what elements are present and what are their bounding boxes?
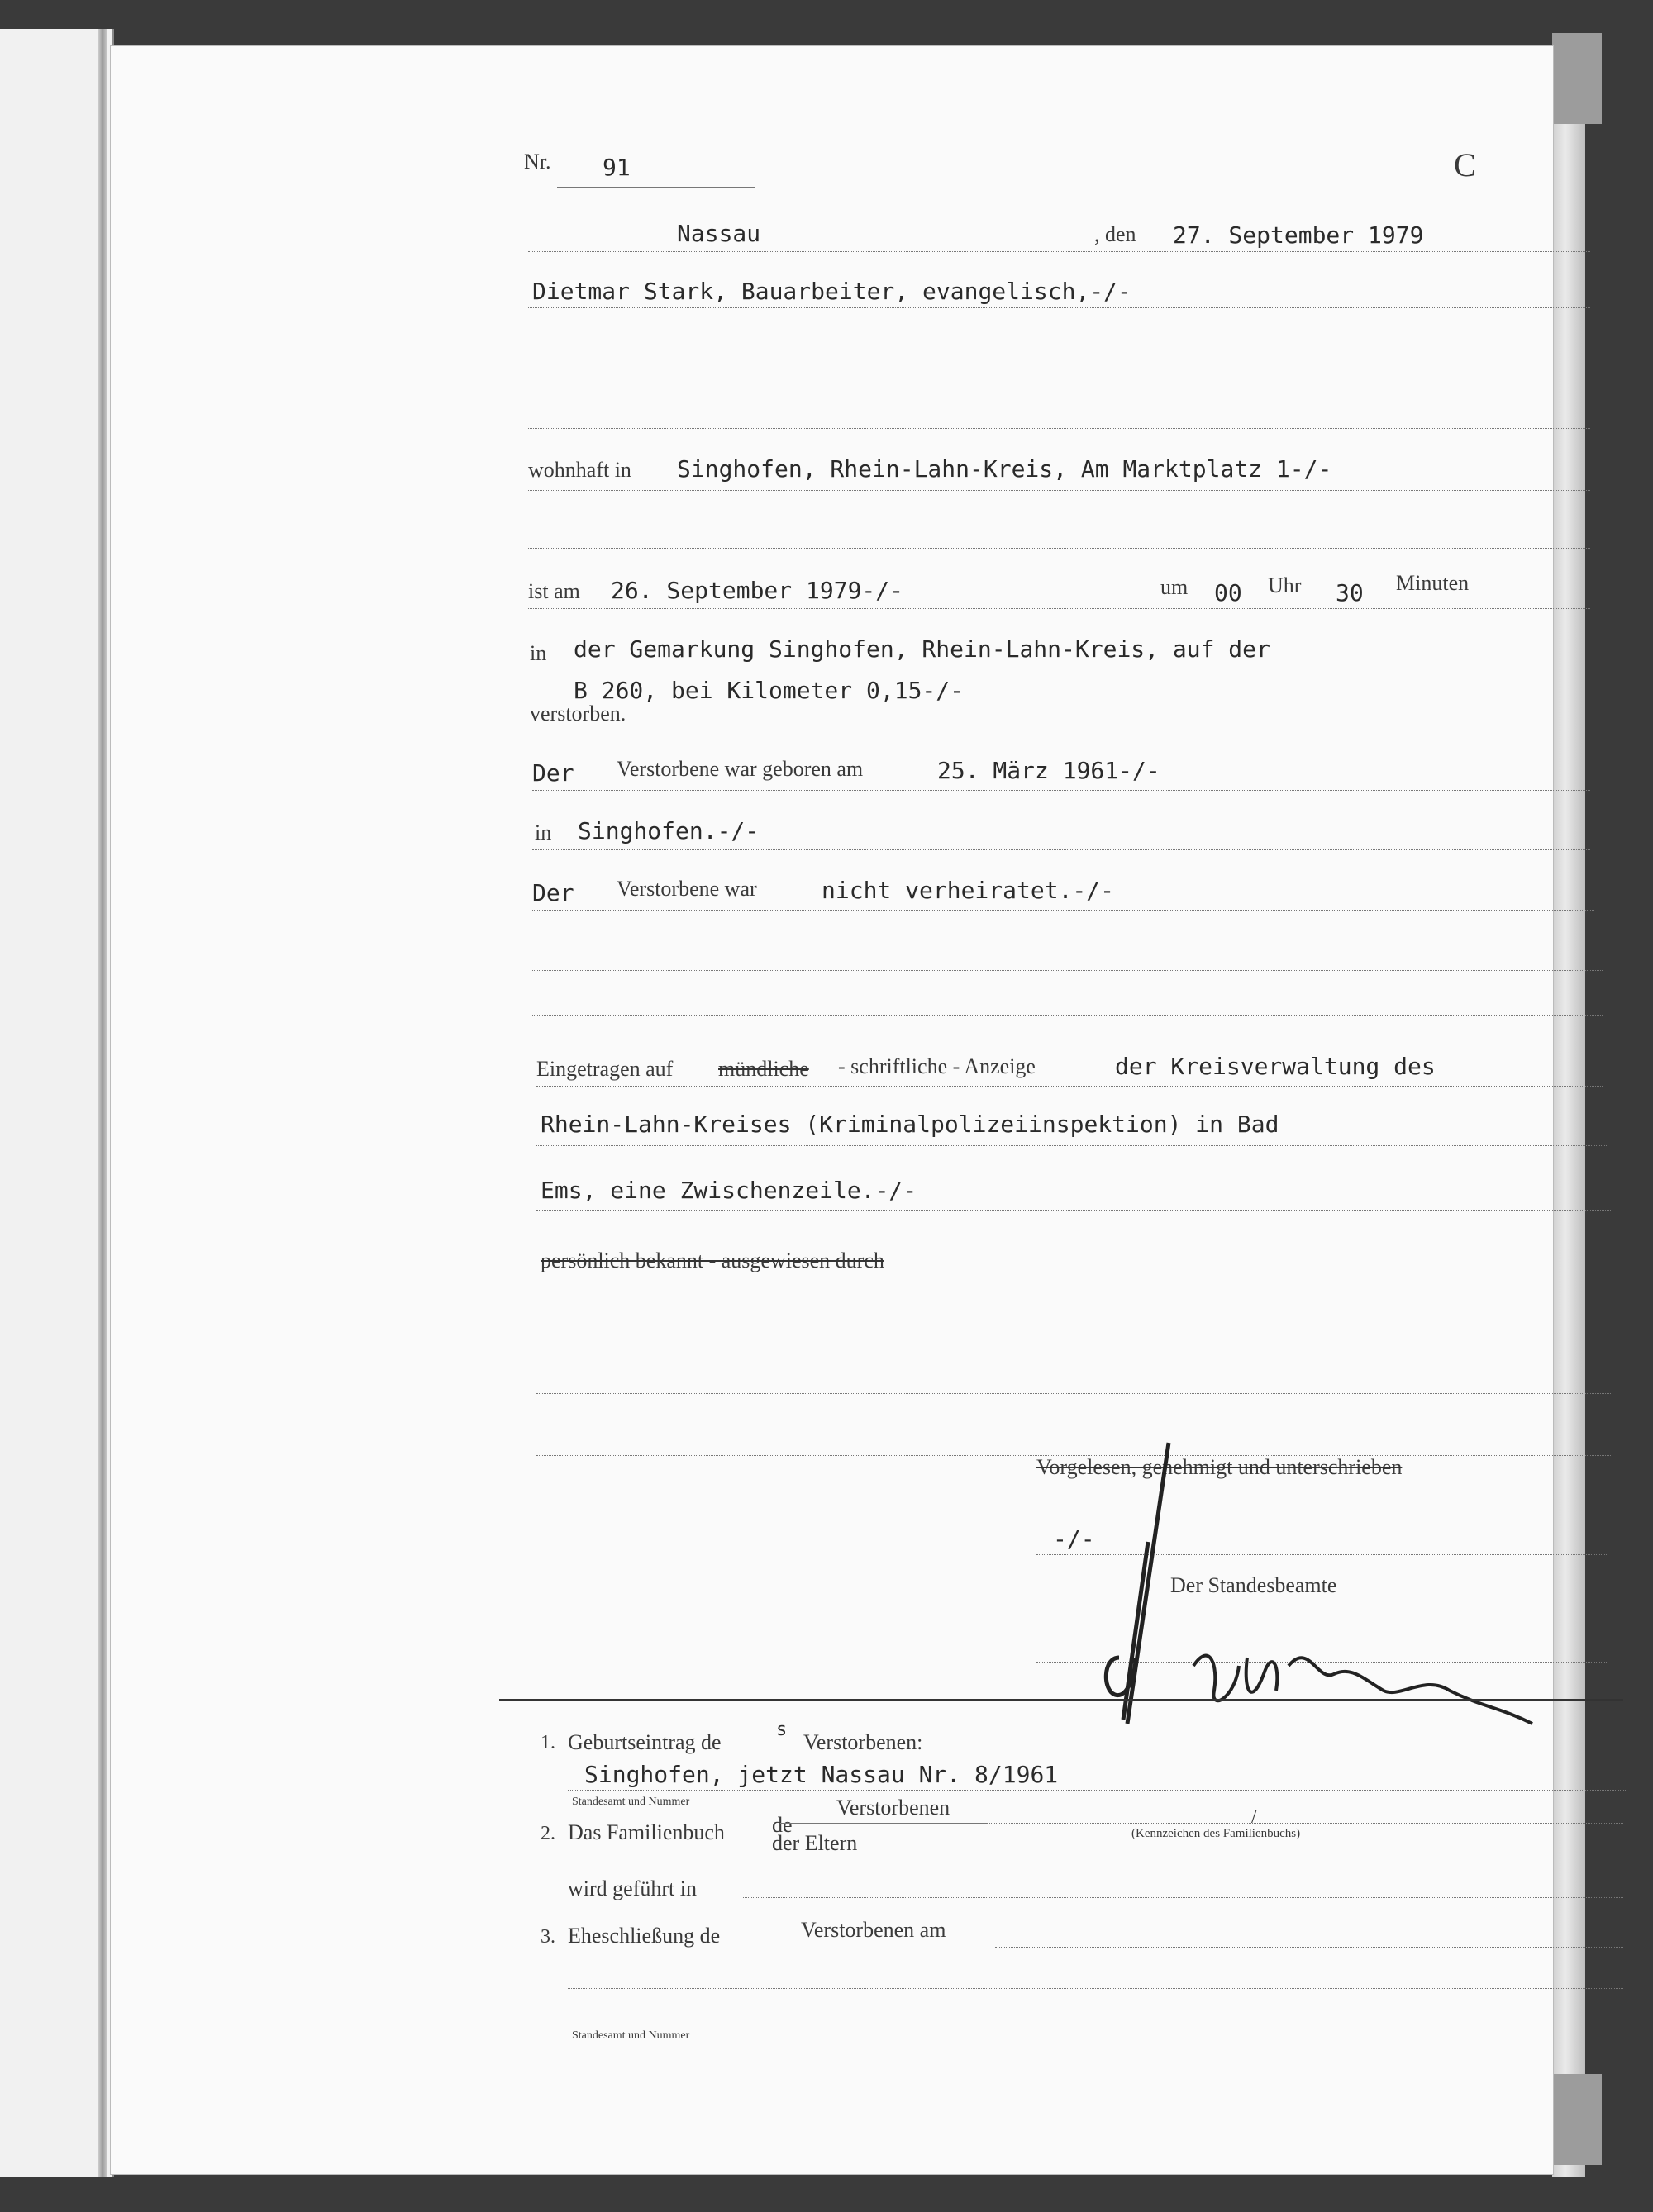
footer-birth-underline	[568, 1790, 1626, 1791]
residence-underline	[528, 490, 1590, 491]
report-line2: Rhein-Lahn-Kreises (Kriminalpolizeiinspektion) in Bad	[541, 1111, 1279, 1138]
report-underline	[536, 1086, 1603, 1087]
footer-item1-suffix: Verstorbenen:	[803, 1730, 923, 1754]
read-approved-label: Vorgelesen, genehmigt und unterschrieben	[1036, 1455, 1403, 1479]
report-prefix: Eingetragen auf	[536, 1057, 674, 1081]
standesamt-label-2: Standesamt und Nummer	[572, 2029, 690, 2042]
report-underline	[536, 1145, 1607, 1146]
um-label: um	[1160, 575, 1189, 599]
footer-item2-label: Das Familienbuch	[568, 1820, 725, 1844]
blank-line	[532, 1015, 1603, 1016]
residence-value: Singhofen, Rhein-Lahn-Kreis, Am Marktplatz 1-/-	[677, 455, 1332, 483]
kennzeichen-label: (Kennzeichen des Familienbuchs)	[1131, 1827, 1301, 1840]
wird-gefuehrt-line	[743, 1897, 1623, 1898]
death-minute: 30	[1336, 579, 1364, 607]
signature-mark: -/-	[1053, 1525, 1095, 1553]
death-date-label: ist am	[528, 579, 580, 603]
marital-der: Der	[532, 879, 574, 906]
footer-item2-verstorbenen: Verstorbenen	[836, 1796, 950, 1820]
report-line1: der Kreisverwaltung des	[1115, 1053, 1436, 1080]
marital-value: nicht verheiratet.-/-	[822, 877, 1115, 904]
footer-item3-label: Eheschließung de	[568, 1924, 721, 1948]
uhr-label: Uhr	[1268, 573, 1302, 597]
identity-struck: persönlich bekannt - ausgewiesen durch	[541, 1249, 884, 1272]
footer-item2-de: de	[772, 1813, 793, 1837]
date-line	[1206, 251, 1590, 252]
birth-place: Singhofen.-/-	[578, 817, 760, 844]
birth-place-underline	[532, 849, 1590, 850]
death-hour: 00	[1214, 579, 1242, 607]
death-underline	[528, 608, 1590, 609]
nr-value: 91	[603, 154, 631, 181]
report-underline	[536, 1210, 1611, 1211]
book-spine	[98, 29, 107, 2177]
footer-item2-line	[987, 1823, 1623, 1824]
record-date: 27. September 1979	[1173, 221, 1424, 249]
verstorben-label: verstorben.	[530, 702, 626, 725]
register-page	[110, 45, 1554, 2175]
footer-item2-divider	[780, 1823, 987, 1824]
person-line: Dietmar Stark, Bauarbeiter, evangelisch,-/-	[532, 278, 1131, 305]
person-underline	[528, 307, 1590, 308]
marital-label: Verstorbene war	[617, 877, 757, 901]
death-place-line1: der Gemarkung Singhofen, Rhein-Lahn-Kreis, auf der	[574, 635, 1270, 663]
death-in-label: in	[530, 641, 547, 665]
nr-label: Nr.	[524, 150, 551, 174]
minuten-label: Minuten	[1396, 571, 1470, 595]
report-line3: Ems, eine Zwischenzeile.-/-	[541, 1177, 917, 1204]
footer-item2-eltern: der Eltern	[772, 1831, 858, 1855]
birth-in-label: in	[535, 821, 552, 844]
footer-item3-number: 3.	[541, 1926, 555, 1948]
footer-birth-entry: Singhofen, jetzt Nassau Nr. 8/1961	[584, 1761, 1059, 1788]
marital-underline	[532, 910, 1594, 911]
footer-item2-slash: /	[1251, 1806, 1257, 1828]
birth-label: Verstorbene war geboren am	[617, 757, 864, 781]
page-stack-edge	[1552, 37, 1585, 2177]
footer-item1-sup: s	[776, 1720, 788, 1740]
blank-line	[532, 970, 1603, 971]
wird-gefuehrt-label: wird geführt in	[568, 1877, 697, 1900]
footer-item1-number: 1.	[541, 1732, 555, 1753]
birth-underline	[532, 790, 1590, 791]
registrar-title: Der Standesbeamte	[1170, 1573, 1337, 1597]
report-suffix: - schriftliche - Anzeige	[838, 1054, 1036, 1078]
death-place-line2: B 260, bei Kilometer 0,15-/-	[574, 677, 965, 704]
footer-item1-label: Geburtseintrag de	[568, 1730, 722, 1754]
register-letter: C	[1454, 146, 1476, 183]
footer-separator	[499, 1699, 1623, 1701]
nr-underline	[557, 187, 755, 188]
blank-line	[528, 428, 1590, 429]
footer-item2-number: 2.	[541, 1823, 555, 1844]
blank-line	[528, 548, 1590, 549]
corner-protector-top	[1552, 33, 1602, 124]
den-label: , den	[1094, 222, 1136, 246]
birth-date: 25. März 1961-/-	[937, 757, 1160, 784]
birth-der: Der	[532, 759, 574, 787]
corner-protector-bottom	[1552, 2074, 1602, 2165]
report-struck-option: mündliche	[718, 1057, 809, 1081]
marriage-line	[995, 1947, 1623, 1948]
residence-label: wohnhaft in	[528, 458, 631, 482]
place: Nassau	[677, 220, 761, 247]
standesamt-label: Standesamt und Nummer	[572, 1796, 690, 1808]
footer-item3-mid: Verstorbenen am	[801, 1918, 946, 1942]
marriage-place-line	[568, 1988, 1623, 1989]
death-date: 26. September 1979-/-	[611, 577, 904, 604]
signature	[1069, 1393, 1590, 1740]
place-line	[528, 251, 1206, 252]
